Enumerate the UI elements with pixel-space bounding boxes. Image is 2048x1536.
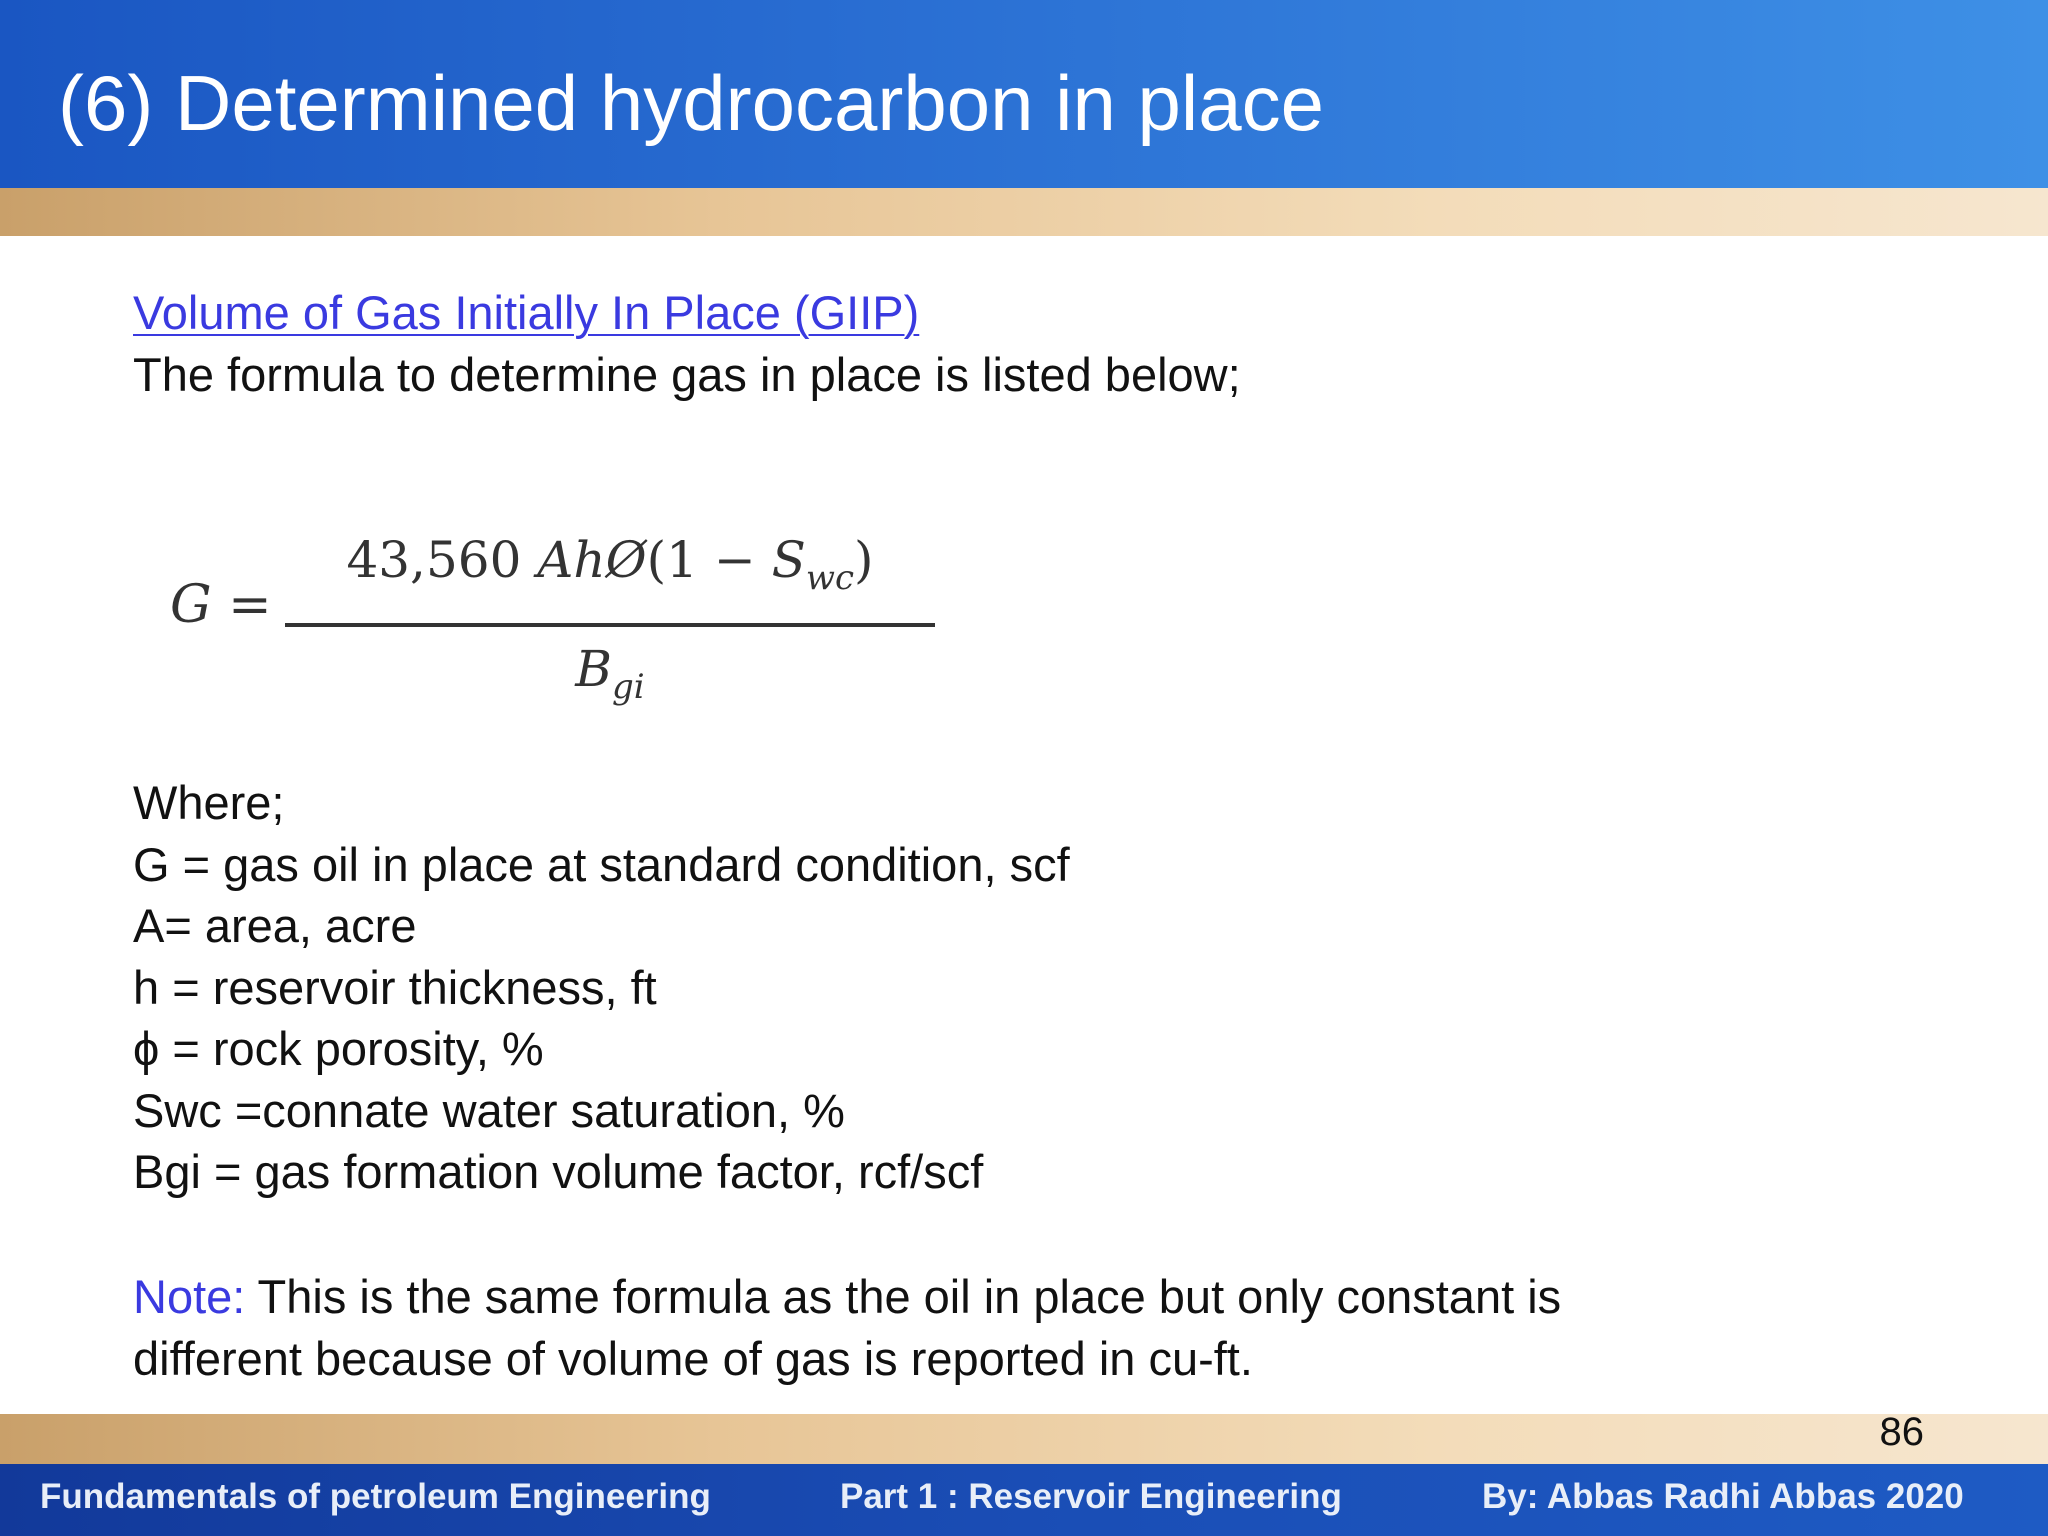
note-text-continued: different because of volume of gas is reported in cu-ft. xyxy=(133,1332,1253,1385)
where-label: Where; xyxy=(133,776,285,829)
definition-item: A= area, acre xyxy=(133,899,417,952)
slide-title: (6) Determined hydrocarbon in place xyxy=(58,59,1324,147)
definition-item: Swc =connate water saturation, % xyxy=(133,1083,845,1137)
definition-item: Bgi = gas formation volume factor, rcf/scf xyxy=(133,1145,984,1198)
formula-b-subscript: gi xyxy=(612,667,645,707)
footer-part-title: Part 1 : Reservoir Engineering xyxy=(840,1477,1342,1516)
fraction-bar xyxy=(285,623,935,627)
note-block xyxy=(133,1266,1561,1390)
footer-author: By: Abbas Radhi Abbas 2020 xyxy=(1482,1477,1964,1516)
formula-paren-open: (1 − xyxy=(646,531,772,589)
definition-item: ϕ = rock porosity, % xyxy=(133,1022,544,1075)
note-text: This is the same formula as the oil in place but only constant is xyxy=(245,1270,1562,1323)
definitions-block xyxy=(133,772,1070,1203)
formula-paren-close: ) xyxy=(854,531,874,589)
definition-item: h = reservoir thickness, ft xyxy=(133,960,657,1014)
formula-constant: 43,560 xyxy=(346,531,522,589)
page-number: 86 xyxy=(1879,1410,1924,1454)
footer-course-title: Fundamentals of petroleum Engineering xyxy=(40,1477,711,1516)
formula-denominator xyxy=(285,639,935,717)
header-accent-band xyxy=(0,188,2048,236)
note-label: Note: xyxy=(133,1270,246,1323)
section-heading-link[interactable]: Volume of Gas Initially In Place (GIIP) xyxy=(133,286,920,339)
formula-b: B xyxy=(575,640,613,698)
intro-block xyxy=(133,282,1933,406)
definition-item: G = gas oil in place at standard condition, scf xyxy=(133,837,1070,891)
formula-lhs: G = xyxy=(170,575,272,635)
formula-phi: Ø xyxy=(605,531,647,589)
footer-accent-band xyxy=(0,1414,2048,1464)
intro-text: The formula to determine gas in place is listed below; xyxy=(133,348,1241,401)
formula-s-subscript: wc xyxy=(805,558,855,598)
formula-fraction xyxy=(285,525,935,717)
formula-s: S xyxy=(771,531,806,589)
formula-numerator xyxy=(285,525,935,613)
formula-vars: Ah xyxy=(537,531,606,589)
